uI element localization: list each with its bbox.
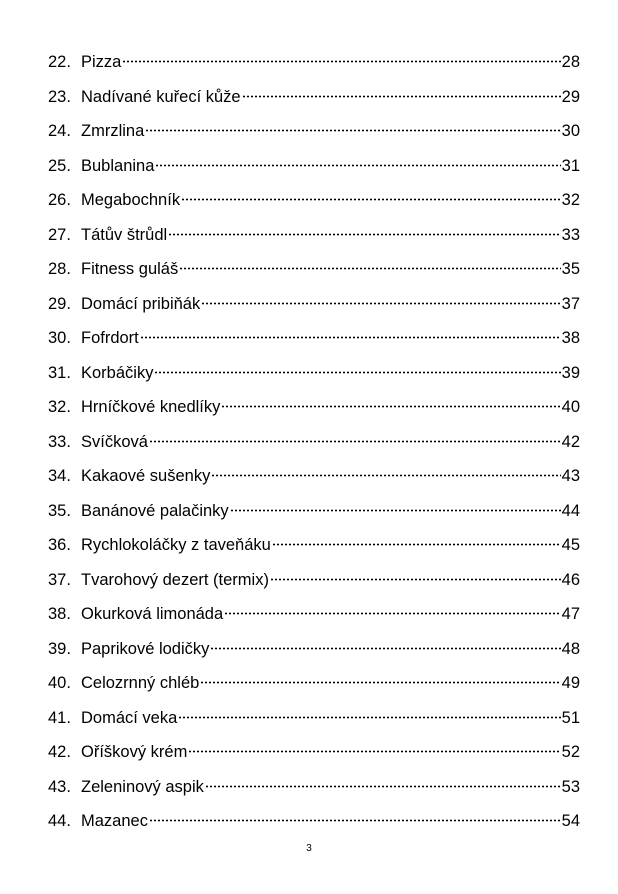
toc-dot-leader <box>205 785 561 788</box>
toc-dot-leader <box>181 198 561 201</box>
toc-dot-leader <box>230 509 561 512</box>
toc-dot-leader <box>154 371 560 374</box>
toc-entry[interactable] <box>48 356 580 391</box>
toc-entry-page: 53 <box>561 777 580 796</box>
toc-entry-title: Fitness guláš <box>81 260 179 278</box>
toc-entry[interactable] <box>48 459 580 494</box>
toc-entry-title: Okurková limonáda <box>81 605 224 623</box>
toc-dot-leader <box>140 336 561 339</box>
toc-entry-number: 22. <box>48 53 71 71</box>
toc-entry-title: Bublanina <box>81 156 155 175</box>
toc-entry[interactable] <box>48 494 580 529</box>
toc-entry[interactable] <box>48 563 580 598</box>
toc-entry-page: 54 <box>561 812 580 830</box>
toc-entry[interactable] <box>48 701 580 736</box>
toc-entry-page: 37 <box>561 294 580 313</box>
toc-entry-page: 52 <box>561 743 580 761</box>
toc-entry[interactable] <box>48 390 580 425</box>
toc-entry-page: 39 <box>561 363 580 382</box>
toc-entry-page: 51 <box>561 708 580 727</box>
toc-entry[interactable] <box>48 218 580 253</box>
toc-entry-page: 45 <box>561 536 580 554</box>
toc-entry-number: 36. <box>48 536 71 554</box>
toc-entry[interactable] <box>48 735 580 770</box>
toc-dot-leader <box>149 440 561 443</box>
toc-entry-title: Paprikové lodičky <box>81 639 210 658</box>
toc-entry-title: Nadívané kuřecí kůže <box>81 87 241 106</box>
toc-entry[interactable] <box>48 528 580 563</box>
toc-entry-number: 35. <box>48 501 71 520</box>
toc-dot-leader <box>272 543 561 546</box>
toc-entry-number: 42. <box>48 743 71 761</box>
toc-entry-page: 42 <box>561 432 580 451</box>
toc-dot-leader <box>211 474 560 477</box>
toc-entry-number: 31. <box>48 363 71 382</box>
toc-entry[interactable] <box>48 80 580 115</box>
toc-entry-title: Svíčková <box>81 432 148 451</box>
toc-entry-page: 40 <box>561 398 580 416</box>
toc-dot-leader <box>145 129 560 132</box>
toc-entry[interactable] <box>48 666 580 701</box>
toc-entry-title: Domácí veka <box>81 708 178 727</box>
toc-entry-number: 28. <box>48 260 71 278</box>
toc-dot-leader <box>210 647 560 650</box>
toc-dot-leader <box>168 233 560 236</box>
toc-dot-leader <box>149 819 561 822</box>
toc-entry-title: Kakaové sušenky <box>81 467 211 485</box>
toc-entry-page: 28 <box>561 53 580 71</box>
toc-entry-title: Mazanec <box>81 812 148 830</box>
toc-entry-title: Pizza <box>81 53 122 71</box>
toc-entry-number: 34. <box>48 467 71 485</box>
toc-entry-number: 44. <box>48 812 71 830</box>
toc-entry-number: 27. <box>48 225 71 244</box>
toc-dot-leader <box>179 267 560 270</box>
toc-entry-number: 30. <box>48 329 71 347</box>
toc-entry[interactable] <box>48 183 580 218</box>
toc-entry-title: Rychlokoláčky z taveňáku <box>81 536 271 554</box>
toc-entry[interactable] <box>48 287 580 322</box>
toc-entry-page: 33 <box>561 225 580 244</box>
table-of-contents <box>48 45 580 839</box>
toc-dot-leader <box>178 716 560 719</box>
toc-entry-page: 43 <box>561 467 580 485</box>
toc-entry[interactable] <box>48 597 580 632</box>
toc-entry-page: 32 <box>561 191 580 209</box>
toc-entry-number: 38. <box>48 605 71 623</box>
toc-dot-leader <box>242 95 561 98</box>
toc-entry-page: 38 <box>561 329 580 347</box>
toc-dot-leader <box>200 681 560 684</box>
toc-entry-number: 41. <box>48 708 71 727</box>
toc-dot-leader <box>201 302 560 305</box>
toc-entry-page: 44 <box>561 501 580 520</box>
toc-entry-title: Megabochník <box>81 191 181 209</box>
toc-entry-number: 43. <box>48 777 71 796</box>
toc-entry-page: 31 <box>561 156 580 175</box>
toc-entry-number: 23. <box>48 87 71 106</box>
toc-entry[interactable] <box>48 45 580 80</box>
toc-entry[interactable] <box>48 632 580 667</box>
toc-entry-page: 48 <box>561 639 580 658</box>
toc-dot-leader <box>221 405 560 408</box>
toc-dot-leader <box>188 750 560 753</box>
toc-entry-number: 33. <box>48 432 71 451</box>
toc-entry-title: Hrníčkové knedlíky <box>81 398 221 416</box>
toc-entry[interactable] <box>48 425 580 460</box>
toc-entry[interactable] <box>48 252 580 287</box>
toc-entry-title: Domácí pribiňák <box>81 294 201 313</box>
toc-entry-page: 47 <box>561 605 580 623</box>
toc-entry-number: 32. <box>48 398 71 416</box>
toc-entry-title: Banánové palačinky <box>81 501 229 520</box>
toc-entry-number: 25. <box>48 156 71 175</box>
toc-entry-title: Korbáčiky <box>81 363 154 382</box>
toc-dot-leader <box>122 60 560 63</box>
toc-entry-title: Zeleninový aspik <box>81 777 204 796</box>
toc-entry-title: Oříškový krém <box>81 743 188 761</box>
toc-entry-number: 24. <box>48 122 71 140</box>
toc-entry[interactable] <box>48 321 580 356</box>
toc-entry-number: 29. <box>48 294 71 313</box>
toc-entry-title: Tátův štrůdl <box>81 225 168 244</box>
toc-entry-number: 26. <box>48 191 71 209</box>
toc-entry-title: Celozrnný chléb <box>81 674 200 692</box>
page-number: 3 <box>306 843 312 854</box>
toc-dot-leader <box>155 164 560 167</box>
toc-entry[interactable] <box>48 770 580 805</box>
toc-entry-number: 39. <box>48 639 71 658</box>
toc-entry[interactable] <box>48 114 580 149</box>
toc-entry-page: 35 <box>561 260 580 278</box>
toc-entry-title: Tvarohový dezert (termix) <box>81 570 269 589</box>
toc-entry-page: 46 <box>561 570 580 589</box>
toc-dot-leader <box>224 612 560 615</box>
toc-entry-number: 40. <box>48 674 71 692</box>
toc-entry-number: 37. <box>48 570 71 589</box>
toc-entry-page: 49 <box>561 674 580 692</box>
toc-entry-title: Zmrzlina <box>81 122 145 140</box>
toc-entry[interactable] <box>48 804 580 839</box>
toc-dot-leader <box>270 578 561 581</box>
toc-entry[interactable] <box>48 149 580 184</box>
toc-entry-page: 30 <box>561 122 580 140</box>
toc-entry-title: Fofrdort <box>81 329 139 347</box>
toc-entry-page: 29 <box>561 87 580 106</box>
